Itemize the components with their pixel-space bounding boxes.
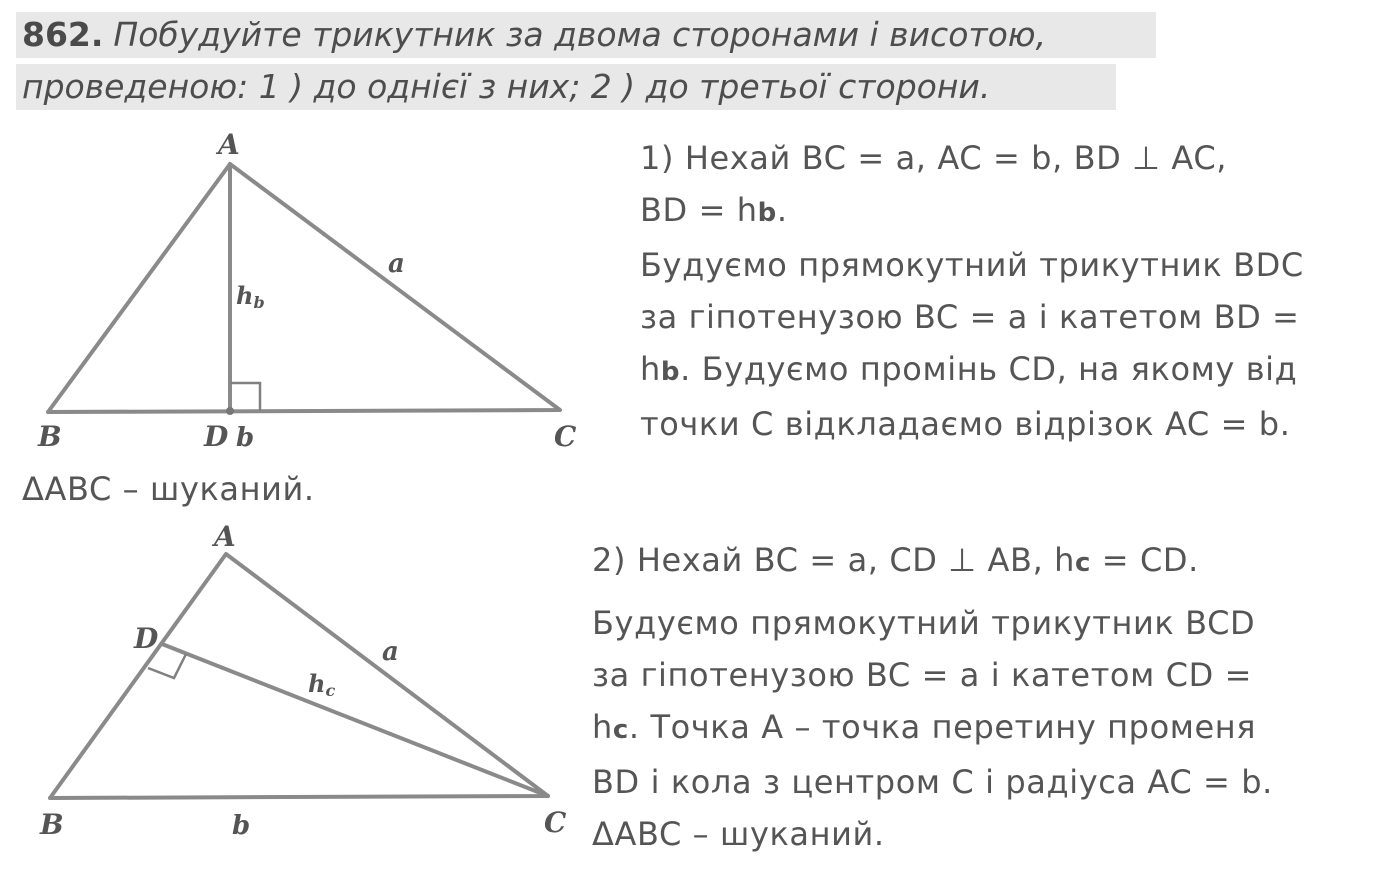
fig1-label-b: B [38,420,62,453]
fig1-label-a: A [218,128,240,161]
sol1-line-1: 1) Нехай BC = a, AC = b, BD ⊥ AC, [640,139,1228,177]
solution-2 [592,534,1273,860]
sol2-line-5: BD і кола з центром C і радіуса AC = b. [592,763,1273,801]
fig1-label-side-a: a [388,249,405,279]
sol2-line-1: 2) Нехай BC = a, CD ⊥ AB, hc = CD. [592,541,1199,579]
problem-number: 862. [22,15,104,54]
sol1-line-5: hb. Будуємо промінь CD, на якому від [640,350,1298,388]
fig2-label-side-b: b [232,811,251,841]
sol2-line-4: hc. Точка A – точка перетину променя [592,708,1257,746]
problem-text-1: Побудуйте трикутник за двома сторонами і висотою, [113,15,1047,54]
fig1-label-d: D [204,420,229,453]
problem-line-2: проведеною: 1 ) до однієї з них; 2 ) до третьої сторони. [16,64,1116,110]
fig2-label-height: hc [308,669,336,700]
fig2-height-cd [162,644,548,796]
sol1-line-4: за гіпотенузою BC = a і катетом BD = [640,298,1300,336]
sol2-line-2: Будуємо прямокутний трикутник BCD [592,604,1256,642]
sol1-line-6: точки C відкладаємо відрізок AC = b. [640,405,1291,443]
sol1-line-3: Будуємо прямокутний трикутник BDC [640,246,1304,284]
fig1-label-c: C [554,420,577,453]
fig2-label-b: B [40,808,64,841]
fig2-label-a: A [214,520,236,553]
sol1-line-2: BD = hb. [640,191,788,229]
fig1-label-height: hb [236,281,265,312]
fig2-triangle-outline [50,554,548,798]
sol2-line-3: за гіпотенузою BC = a і катетом CD = [592,656,1252,694]
sol2-conclusion: ΔABC – шуканий. [592,815,885,853]
fig1-label-side-b: b [236,423,255,453]
fig2-label-d: D [134,622,159,655]
fig2-label-side-a: a [382,637,399,667]
sol1-conclusion: ΔABC – шуканий. [22,470,315,508]
fig2-label-c: C [544,806,567,839]
